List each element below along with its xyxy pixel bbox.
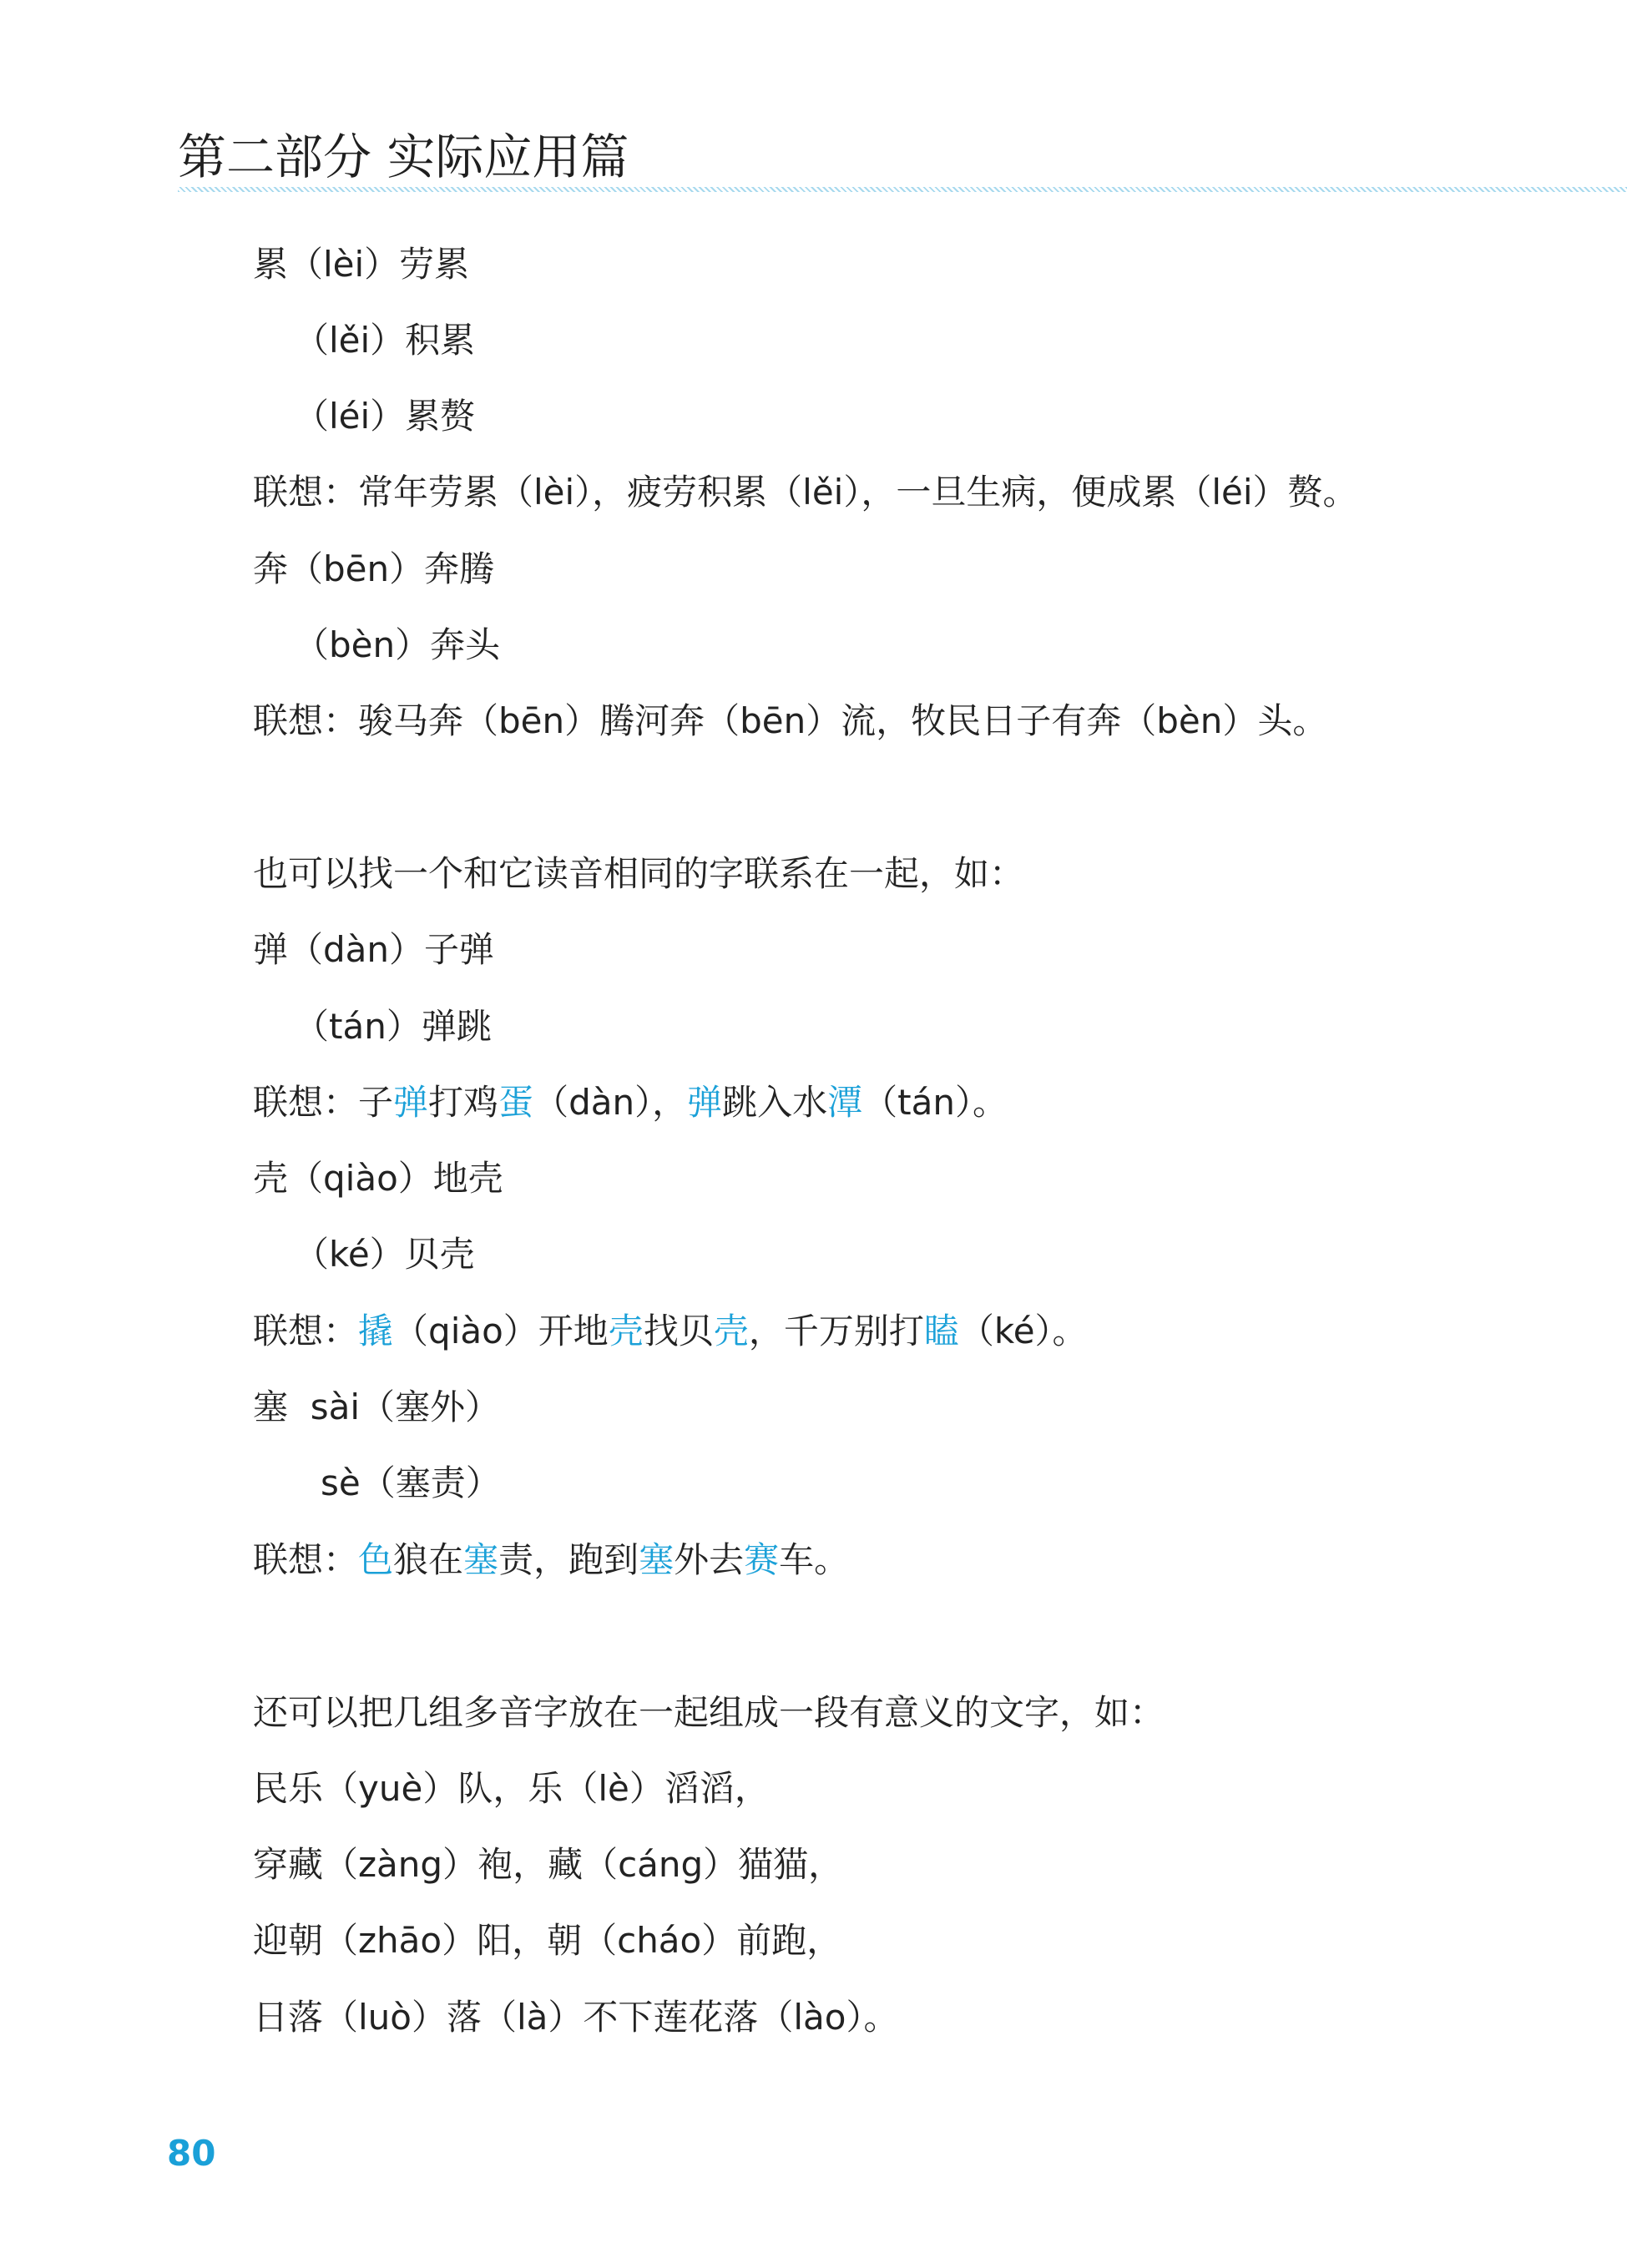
text-line: [253, 1154, 503, 1204]
text-line: [253, 925, 494, 975]
text-line: [294, 316, 475, 366]
highlighted-char: 撬: [358, 1311, 394, 1351]
highlighted-char: 潭: [827, 1082, 863, 1123]
text-line: [253, 1306, 1088, 1356]
highlighted-char: 壳: [713, 1311, 749, 1351]
text-segment: 塞 sài（塞外）: [253, 1387, 500, 1427]
highlighted-char: 塞: [639, 1539, 675, 1580]
text-segment: （ké）贝壳: [294, 1234, 475, 1275]
text-line: [294, 1002, 492, 1052]
text-segment: 责，跑到: [498, 1539, 639, 1580]
text-line: [253, 1764, 770, 1814]
text-segment: 民乐（yuè）队，乐（lè）滔滔，: [253, 1768, 770, 1809]
text-segment: （dàn），: [533, 1082, 688, 1123]
text-line: [253, 696, 1327, 746]
text-line: [253, 849, 1024, 899]
text-line: [253, 1535, 849, 1585]
text-segment: （bèn）奔头: [294, 624, 501, 665]
text-segment: 穿藏（zàng）袍，藏（cáng）猫猫，: [253, 1844, 844, 1885]
highlighted-char: 塞: [463, 1539, 499, 1580]
text-segment: （léi）累赘: [294, 396, 476, 437]
text-segment: （lěi）积累: [294, 320, 476, 361]
text-line: [253, 1993, 899, 2043]
text-segment: 还可以把几组多音字放在一起组成一段有意义的文字，如：: [253, 1692, 1165, 1733]
text-segment: （qiào）开地: [393, 1311, 609, 1351]
text-segment: 联想：: [253, 1539, 359, 1580]
text-segment: 联想：: [253, 1311, 359, 1351]
text-segment: 车。: [779, 1539, 850, 1580]
text-line: [253, 544, 494, 594]
text-segment: 找贝: [643, 1311, 714, 1351]
text-line: [253, 1916, 841, 1966]
text-segment: 联想：常年劳累（lèi），疲劳积累（lěi），一旦生病，便成累（léi）赘。: [253, 472, 1358, 513]
text-segment: 奔（bēn）奔腾: [253, 548, 495, 589]
text-line: [253, 467, 1358, 518]
header-divider: [178, 187, 1627, 192]
highlighted-char: 蛋: [498, 1082, 534, 1123]
text-line: [253, 1840, 843, 1890]
text-line: [294, 620, 500, 670]
highlighted-char: 壳: [608, 1311, 644, 1351]
text-line: [294, 391, 475, 442]
text-segment: （tán）。: [862, 1082, 1008, 1123]
highlighted-char: 弹: [393, 1082, 429, 1123]
text-line: [253, 1688, 1165, 1738]
highlighted-char: 瞌: [923, 1311, 959, 1351]
text-segment: sè（塞责）: [321, 1462, 501, 1503]
text-segment: （tán）弹跳: [294, 1006, 492, 1047]
highlighted-char: 弹: [687, 1082, 723, 1123]
text-segment: ，千万别打: [748, 1311, 924, 1351]
text-line: [253, 1382, 500, 1432]
text-segment: 日落（luò）落（là）不下莲花落（lào）。: [253, 1997, 899, 2038]
text-line: [253, 240, 469, 290]
text-segment: 壳（qiào）地壳: [253, 1158, 503, 1199]
text-segment: 狼在: [393, 1539, 464, 1580]
text-segment: 联想：骏马奔（bēn）腾河奔（bēn）流，牧民日子有奔（bèn）头。: [253, 700, 1328, 741]
text-segment: 联想：子: [253, 1082, 394, 1123]
text-segment: 外去: [674, 1539, 745, 1580]
text-line: [321, 1458, 501, 1508]
text-line: [294, 1230, 475, 1280]
section-title: 第二部分 实际应用篇: [178, 129, 629, 185]
text-segment: 跳入水: [722, 1082, 828, 1123]
highlighted-char: 赛: [744, 1539, 780, 1580]
text-segment: 累（lèi）劳累: [253, 244, 470, 285]
highlighted-char: 色: [358, 1539, 394, 1580]
text-segment: 迎朝（zhāo）阳，朝（cháo）前跑，: [253, 1920, 842, 1961]
text-line: [253, 1078, 1008, 1128]
text-segment: 也可以找一个和它读音相同的字联系在一起，如：: [253, 853, 1025, 894]
text-segment: （ké）。: [958, 1311, 1088, 1351]
page-number: 80: [167, 2133, 216, 2174]
text-segment: 打鸡: [428, 1082, 499, 1123]
text-segment: 弹（dàn）子弹: [253, 929, 495, 970]
